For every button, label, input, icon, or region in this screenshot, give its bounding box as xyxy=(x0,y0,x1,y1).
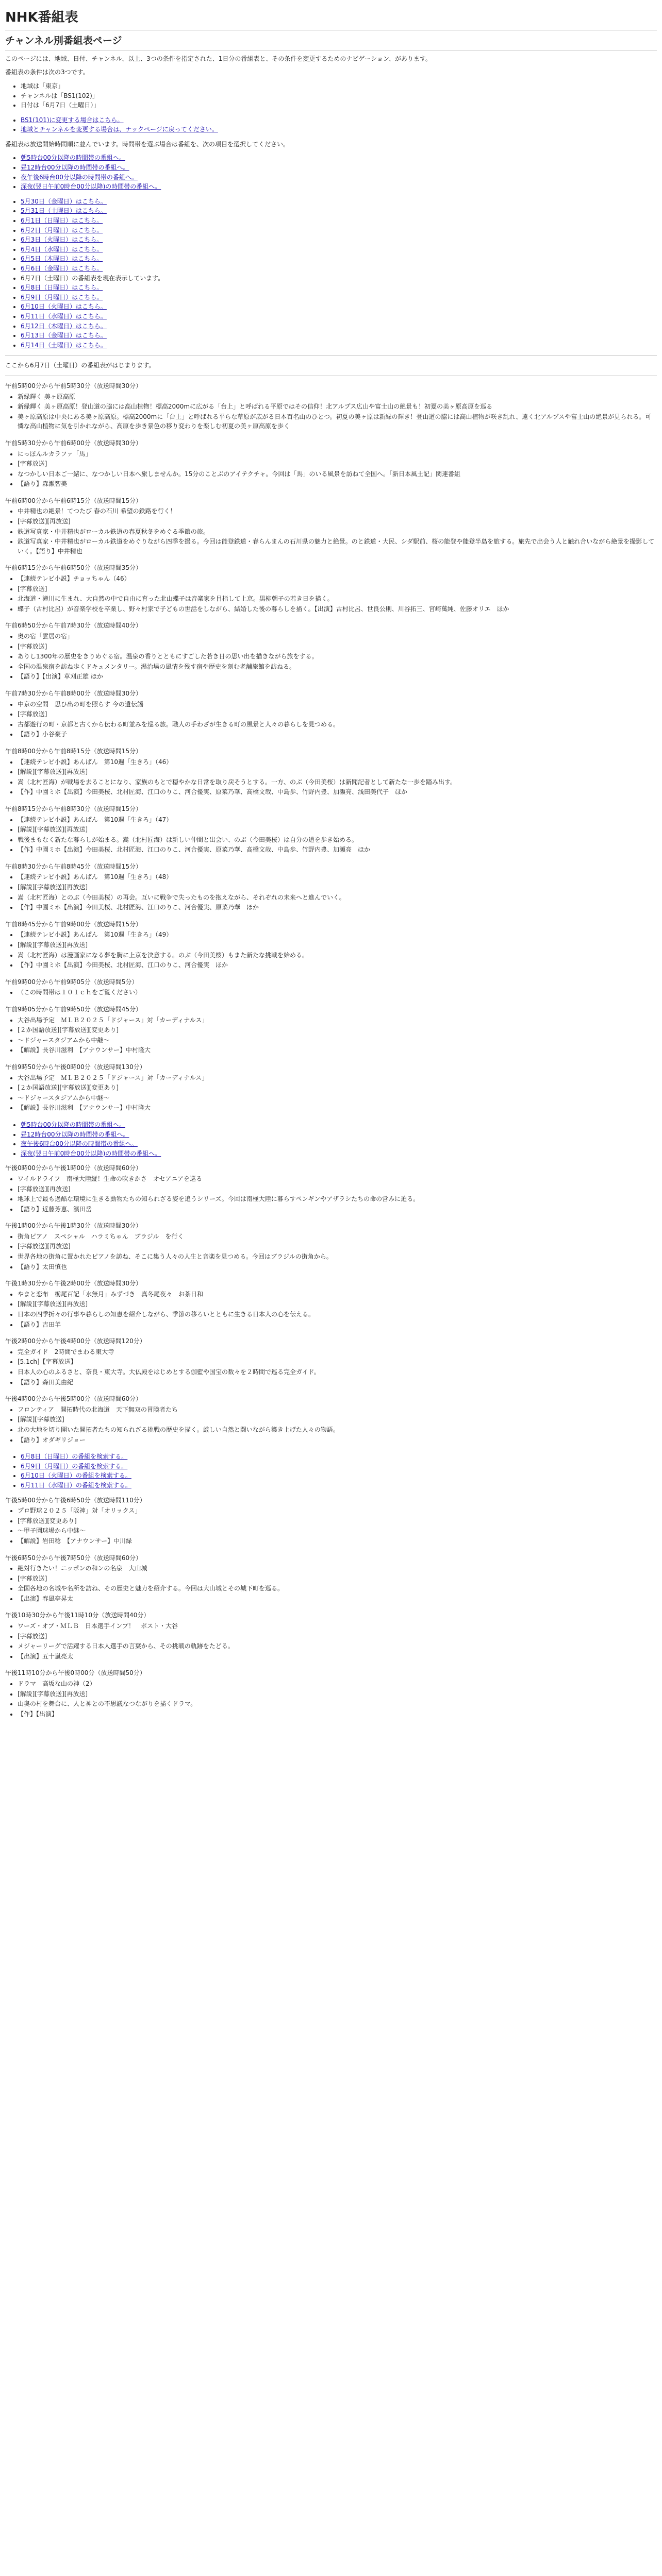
program-entry xyxy=(5,1279,657,1329)
program-detail: • なつかしい日本ご一緒に、なつかしい日本へ旅しませんか。15分のことぶのアイテクチャ。今回は「馬」のいる風景を訪ねて全国へ。「新日本風土記」関連番組 xyxy=(18,469,657,479)
program-details xyxy=(5,757,657,797)
program-entry xyxy=(5,804,657,855)
program-entry xyxy=(5,563,657,614)
program-list xyxy=(5,381,657,1113)
date-links xyxy=(5,1452,657,1490)
program-time: 午後4時00分から午後5時00分（放送時間60分） xyxy=(5,1395,142,1403)
program-title: • 中京の空間 思ひ出の町を照らす 今の遺伝謡 xyxy=(18,700,657,709)
program-details xyxy=(5,1174,657,1214)
program-time: 午前6時00分から午前6時15分（放送時間15分） xyxy=(5,497,142,504)
nav-link[interactable]: 6月4日（水曜日）はこちら。 xyxy=(21,245,103,253)
nav-link[interactable]: 6月8日（日曜日）の番組を検索する。 xyxy=(21,1453,128,1461)
program-details xyxy=(5,1621,657,1661)
list-item xyxy=(21,341,657,350)
program-detail: • 【作】中園ミホ【出演】今田美桜、北村匠海、江口のりこ、河合優実 ほか xyxy=(18,960,657,970)
program-detail: • [字幕放送][変更あり] xyxy=(18,1516,657,1526)
program-time: 午後11時10分から午後0時00分（放送時間50分） xyxy=(5,1669,146,1677)
list-item xyxy=(21,125,657,134)
program-entry xyxy=(5,1221,657,1272)
program-detail: • 美ヶ原高原は中央にある美ヶ原高原。標高2000mに「台上」と呼ばれる平らな草原が広がる日本百名山のひとつ。初夏の美ヶ原は新緑の輝き！登山道の脇には高山植物が咲き乱れ、遠く北アルプスや富士山の絶景が見られる。可憐な高山植物に気を引かれながら、高原を歩き景色の移り変わりを楽しむ初夏の美ヶ原高原を歩く xyxy=(18,412,657,431)
nav-link[interactable]: 6月6日（金曜日）はこちら。 xyxy=(21,265,103,273)
program-detail: • 〜甲子園球場から中継〜 xyxy=(18,1526,657,1536)
nav-link[interactable]: 5月31日（土曜日）はこちら。 xyxy=(21,207,107,215)
program-entry xyxy=(5,1668,657,1719)
nav-link[interactable]: 夜午後6時台00分以降の時間帯の番組へ。 xyxy=(21,1140,138,1148)
list-text: 6月7日（土曜日）の番組表を現在表示しています。 xyxy=(21,274,164,282)
program-detail: • 【出演】五十嵐亮太 xyxy=(18,1652,657,1662)
list-item xyxy=(21,302,657,312)
list-item xyxy=(21,293,657,302)
program-entry xyxy=(5,496,657,556)
list-item xyxy=(21,274,657,283)
nav-link[interactable]: 6月14日（土曜日）はこちら。 xyxy=(21,341,107,349)
program-detail: • 蝶子（古村比呂）が音楽学校を卒業し、野々村家で子どもの世話をしながら、結婚した後の暮らしを描く。【出演】古村比呂、世良公則、川谷拓三、宮崎萬純、佐藤オリエ ほか xyxy=(18,604,657,614)
program-detail: • 北海道・滝川に生まれ、大自然の中で自由に育った北山蝶子は音楽家を目指して上京。黒柳朝子の若き日を描く。 xyxy=(18,594,657,604)
program-list xyxy=(5,1496,657,1719)
nav-link[interactable]: 深夜(翌日午前0時台00分以降)の時間帯の番組へ。 xyxy=(21,1149,161,1157)
program-title: • （この時間帯は１０１ｃｈをご覧ください） xyxy=(18,988,657,997)
program-detail: • 【作】中園ミホ【出演】今田美桜、北村匠海、江口のりこ、河合優実、原菜乃華 ほか xyxy=(18,903,657,912)
program-details xyxy=(5,1679,657,1719)
program-detail: • 〜ドジャースタジアムから中継〜 xyxy=(18,1036,657,1045)
list-item xyxy=(21,81,657,91)
program-detail: • 新緑輝く 美ヶ原高原！登山道の脇には高山植物！標高2000mに広がる「台上」と呼ばれる平原ではその信仰！北アルプス広山や富士山の絶景も！初夏の美ヶ原高原を巡る xyxy=(18,402,657,412)
program-details xyxy=(5,1232,657,1272)
program-title: • 大谷出場予定 ＭＬＢ２０２５「ドジャース」対「カーディナルス」 xyxy=(18,1073,657,1083)
program-entry xyxy=(5,1496,657,1546)
nav-link[interactable]: 6月10日（火曜日）はこちら。 xyxy=(21,303,107,311)
program-detail: • 【語り】森田美由紀 xyxy=(18,1378,657,1387)
program-title: • にっぽんルカラファ「馬」 xyxy=(18,449,657,459)
program-entry xyxy=(5,1336,657,1387)
nav-link[interactable]: 6月8日（日曜日）はこちら。 xyxy=(21,284,103,292)
program-detail: • 日本の四季折々の行事や暮らしの知恵を紹介しながら、季節の移ろいとともに生きる日本人の心を伝える。 xyxy=(18,1310,657,1319)
program-title: • ワーズ・オブ・ＭＬＢ 日本選手インプ！ ポスト・大谷 xyxy=(18,1621,657,1631)
program-list xyxy=(5,1163,657,1445)
list-item xyxy=(21,235,657,245)
program-details xyxy=(5,1405,657,1445)
page-subtitle: チャンネル別番組表ページ xyxy=(5,33,657,50)
list-item xyxy=(21,153,657,163)
list-item xyxy=(21,321,657,331)
list-item xyxy=(21,91,657,101)
nav-link[interactable]: 昼12時台00分以降の時間帯の番組へ。 xyxy=(21,1130,129,1138)
list-item xyxy=(21,1462,657,1471)
program-detail: • 地球上で最も過酷な環境に生きる動物たちの知られざる姿を追うシリーズ。今回は南極大陸に暮らすペンギンやアザラシたちの命の営みに迫る。 xyxy=(18,1194,657,1204)
program-detail: • [字幕放送][再放送] xyxy=(18,1242,657,1251)
program-title: • 【連続テレビ小説】あんぱん 第10週「生きろ」（47） xyxy=(18,815,657,825)
program-detail: • [解説][字幕放送][再放送] xyxy=(18,1689,657,1699)
program-title: • フロンティア 開拓時代の北海道 天下無双の冒険者たち xyxy=(18,1405,657,1415)
program-time: 午前9時00分から午前9時05分（放送時間5分） xyxy=(5,978,138,986)
nav-link[interactable]: 6月9日（月曜日）はこちら。 xyxy=(21,293,103,301)
list-text: 日付は「6月7日（土曜日）」 xyxy=(21,101,100,109)
program-detail: • [２か国語放送][字幕放送][変更あり] xyxy=(18,1083,657,1093)
program-title: • やまと恋布 栃尾百記「水無月」みずづき 真冬尾夜々 お茶日和 xyxy=(18,1290,657,1299)
program-detail: • 戦後まもなく新たな暮らしが始まる。嵩（北村匠海）は新しい仲間と出会い、のぶ（今田美桜）は自分の道を歩き始める。 xyxy=(18,835,657,845)
nav-link[interactable]: 6月12日（木曜日）はこちら。 xyxy=(21,322,107,330)
program-details xyxy=(5,872,657,912)
list-item xyxy=(21,206,657,216)
program-details xyxy=(5,574,657,614)
program-detail: • 日本人の心のふるさと、奈良・東大寺。大仏殿をはじめとする伽藍や国宝の数々を２時間で巡る完全ガイド。 xyxy=(18,1367,657,1377)
nav-link[interactable]: 6月5日（木曜日）はこちら。 xyxy=(21,255,103,263)
time-links xyxy=(5,1120,657,1158)
program-time: 午後1時30分から午後2時00分（放送時間30分） xyxy=(5,1280,142,1287)
nav-link[interactable]: 6月10日（火曜日）の番組を検索する。 xyxy=(21,1472,131,1480)
program-detail: • [字幕放送] xyxy=(18,459,657,469)
program-time: 午前8時45分から午前9時00分（放送時間15分） xyxy=(5,920,142,928)
program-entry xyxy=(5,1394,657,1445)
program-title: • 【連続テレビ小説】チョッちゃん（46） xyxy=(18,574,657,584)
program-detail: • [解説][字幕放送][再放送] xyxy=(18,825,657,835)
program-detail: • 北の大地を切り開いた開拓者たちの知られざる挑戦の歴史を描く。厳しい自然と闘いながら築き上げた人々の物語。 xyxy=(18,1425,657,1435)
program-time: 午後1時00分から午後1時30分（放送時間30分） xyxy=(5,1222,142,1230)
conditions-intro: 番組表の条件は次の3つです。 xyxy=(5,69,89,76)
list-item xyxy=(21,1149,657,1159)
date-links xyxy=(5,197,657,350)
list-item xyxy=(21,115,657,125)
program-detail: • 全国各地の名城や名所を訪ね、その歴史と魅力を紹介する。今回は大山城とその城下町を巡る。 xyxy=(18,1584,657,1594)
program-time: 午前9時05分から午前9時50分（放送時間45分） xyxy=(5,1006,142,1013)
program-detail: • [２か国語放送][字幕放送][変更あり] xyxy=(18,1025,657,1035)
program-details xyxy=(5,1290,657,1329)
list-intro: ここから6月7日（土曜日）の番組表がはじまります。 xyxy=(5,362,155,369)
program-detail: • 山奥の村を舞台に、人と神との不思議なつながりを描くドラマ。 xyxy=(18,1699,657,1709)
list-text: 地域は「東京」 xyxy=(21,82,64,90)
program-details xyxy=(5,506,657,556)
list-item xyxy=(21,197,657,207)
conditions-list xyxy=(5,81,657,110)
program-details xyxy=(5,392,657,431)
program-detail: • [字幕放送] xyxy=(18,709,657,719)
program-detail: • [解説][字幕放送][再放送] xyxy=(18,883,657,892)
program-detail: • 【作】中園ミホ【出演】今田美桜、北村匠海、江口のりこ、河合優実、原菜乃華、高橋文哉、中島歩、竹野内豊、加瀬亮 ほか xyxy=(18,845,657,855)
nav-link[interactable]: 朝5時台00分以降の時間帯の番組へ。 xyxy=(21,154,125,162)
program-details xyxy=(5,1073,657,1113)
program-detail: • [解説][字幕放送] xyxy=(18,1415,657,1425)
program-detail: • 嵩（北村匠海）は漫画家になる夢を胸に上京を決意する。のぶ（今田美桜）もまた新たな挑戦を始める。 xyxy=(18,951,657,960)
program-time: 午前6時15分から午前6時50分（放送時間35分） xyxy=(5,564,142,572)
program-title: • 新緑輝く 美ヶ原高原 xyxy=(18,392,657,402)
program-detail: • 【作】【出演】 xyxy=(18,1709,657,1719)
program-detail: • 【出演】春風亭昇太 xyxy=(18,1594,657,1604)
program-detail: • 【語り】オダギリジョー xyxy=(18,1435,657,1445)
program-time: 午前6時50分から午前7時30分（放送時間40分） xyxy=(5,622,142,630)
program-details xyxy=(5,700,657,739)
program-details xyxy=(5,815,657,855)
nav-link[interactable]: 6月1日（日曜日）はこちら。 xyxy=(21,217,103,225)
program-title: • 街角ピアノ スペシャル ハラミちゃん ブラジル を行く xyxy=(18,1232,657,1242)
program-detail: • 鉄道写真家・中井精也がローカル鉄道の春夏秋冬をめぐる季節の旅。 xyxy=(18,527,657,537)
list-item xyxy=(21,173,657,182)
list-text: チャンネルは「BS1(102)」 xyxy=(21,92,98,99)
program-detail: • メジャーリーグで活躍する日本人選手の言葉から、その挑戦の軌跡をたどる。 xyxy=(18,1641,657,1651)
program-title: • 【連続テレビ小説】あんぱん 第10週「生きろ」（46） xyxy=(18,757,657,767)
list-item xyxy=(21,182,657,192)
program-detail: • 嵩（北村匠海）が戦場を去ることになり、家族のもとで穏やかな日常を取り戻そうとする。一方、のぶ（今田美桜）は新聞記者として新たな一歩を踏み出す。 xyxy=(18,777,657,787)
program-detail: • 【語り】森瀬智美 xyxy=(18,479,657,489)
program-detail: • [字幕放送][再放送] xyxy=(18,1184,657,1194)
nav-link[interactable]: 6月9日（月曜日）の番組を検索する。 xyxy=(21,1462,128,1470)
list-item xyxy=(21,1130,657,1140)
program-details xyxy=(5,1015,657,1055)
page-title: NHK番組表 xyxy=(5,7,657,30)
program-detail: • 【語り】近藤芳恵、濱田岳 xyxy=(18,1205,657,1214)
program-detail: • [字幕放送] xyxy=(18,1574,657,1584)
program-time: 午後5時00分から午後6時50分（放送時間110分） xyxy=(5,1496,146,1504)
program-detail: • [字幕放送][再放送] xyxy=(18,517,657,527)
program-entry xyxy=(5,862,657,912)
program-time: 午後2時00分から午後4時00分（放送時間120分） xyxy=(5,1337,146,1345)
program-detail: • 嵩（北村匠海）とのぶ（今田美桜）の再会。互いに戦争で失ったものを抱えながら、それぞれの未来へと進んでいく。 xyxy=(18,893,657,903)
program-detail: • 世界各地の街角に置かれたピアノを訪ね、そこに集う人々の人生と音楽を見つめる。今回はブラジルの街角から。 xyxy=(18,1252,657,1262)
nav-link[interactable]: 6月3日（火曜日）はこちら。 xyxy=(21,236,103,244)
program-time: 午前5時00分から午前5時30分（放送時間30分） xyxy=(5,382,142,389)
program-detail: • 【語り】吉田羊 xyxy=(18,1320,657,1330)
time-links xyxy=(5,153,657,191)
program-detail: • 【語り】太田慎也 xyxy=(18,1262,657,1272)
program-detail: • 鉄道写真家・中井精也がローカル鉄道をめぐりながら四季を撮る。今回は能登鉄道・春らんまんの石川県の魅力と絶景。のと鉄道・大民、シダ駅前、桜の能登や能登半島を旅する。旅先で出会う人と触れ合いながら絶景を撮影していく。【語り】中井精也 xyxy=(18,537,657,556)
program-entry xyxy=(5,1062,657,1113)
program-detail: • [字幕放送] xyxy=(18,584,657,594)
nav-link[interactable]: 地域とチャンネルを変更する場合は、ナックページに戻ってください。 xyxy=(21,126,218,133)
program-entry xyxy=(5,920,657,970)
program-entry xyxy=(5,381,657,431)
program-detail: • [解説][字幕放送][再放送] xyxy=(18,940,657,950)
program-details xyxy=(5,632,657,682)
list-item xyxy=(21,1120,657,1130)
program-detail: • [字幕放送] xyxy=(18,1632,657,1641)
nav-link[interactable]: BS1(101)に変更する場合はこちら。 xyxy=(21,116,124,124)
program-details xyxy=(5,449,657,489)
program-detail: • 【語り】【出演】草刈正雄 ほか xyxy=(18,672,657,682)
program-details xyxy=(5,1564,657,1603)
program-details xyxy=(5,1347,657,1387)
program-entry xyxy=(5,621,657,682)
list-item xyxy=(21,283,657,293)
program-time: 午後6時50分から午後7時50分（放送時間60分） xyxy=(5,1554,142,1562)
program-time: 午前7時30分から午前8時00分（放送時間30分） xyxy=(5,689,142,697)
program-time: 午前9時50分から午後0時00分（放送時間130分） xyxy=(5,1063,146,1071)
nav-link[interactable]: 6月11日（水曜日）はこちら。 xyxy=(21,312,107,320)
program-entry xyxy=(5,1553,657,1604)
program-detail: • [5.1ch]【字幕放送】 xyxy=(18,1357,657,1367)
program-time: 午前8時30分から午前8時45分（放送時間15分） xyxy=(5,862,142,870)
list-item xyxy=(21,226,657,235)
intro-text: このページには、地域、日付、チャンネル、以上、3つの条件を指定された、1日分の番組表と、その条件を変更するためのナビゲーション、があります。 xyxy=(5,55,432,62)
program-time: 午前8時00分から午前8時15分（放送時間15分） xyxy=(5,747,142,755)
program-title: • 完全ガイド 2時間でまわる東大寺 xyxy=(18,1347,657,1357)
program-detail: • 【解説】長谷川滋利 【アナウンサー】中村隆大 xyxy=(18,1045,657,1055)
program-detail: • 古都遊行の町・京都と古くから伝わる町並みを巡る旅。職人の手わざが生きる町の風景と人々の暮らしを見つめる。 xyxy=(18,720,657,730)
program-detail: • 〜ドジャースタジアムから中継〜 xyxy=(18,1093,657,1103)
list-item xyxy=(21,264,657,274)
program-time: 午後10時30分から午後11時10分（放送時間40分） xyxy=(5,1612,150,1619)
list-item xyxy=(21,1481,657,1490)
nav-link[interactable]: 5月30日（金曜日）はこちら。 xyxy=(21,197,107,205)
list-item xyxy=(21,1452,657,1462)
program-details xyxy=(5,1506,657,1546)
program-detail: • ありし1300年の歴史をきりめぐる宿。温泉の香りとともにすごした若き日の思い出を描きながら旅をする。 xyxy=(18,652,657,662)
nav-link[interactable]: 昼12時台00分以降の時間帯の番組へ。 xyxy=(21,164,129,172)
program-entry xyxy=(5,438,657,489)
list-item xyxy=(21,245,657,255)
program-detail: • [解説][字幕放送][再放送] xyxy=(18,767,657,777)
program-details xyxy=(5,988,657,997)
program-entry xyxy=(5,747,657,797)
nav-link[interactable]: 6月11日（水曜日）の番組を検索する。 xyxy=(21,1481,131,1489)
program-time: 午後0時00分から午後1時00分（放送時間60分） xyxy=(5,1164,142,1172)
program-detail: • 【語り】小谷豪子 xyxy=(18,730,657,739)
program-title: • 【連続テレビ小説】あんぱん 第10週「生きろ」（49） xyxy=(18,930,657,940)
program-time: 午前5時30分から午前6時00分（放送時間30分） xyxy=(5,439,142,447)
program-title: • プロ野球２０２５「阪神」対「オリックス」 xyxy=(18,1506,657,1516)
list-item xyxy=(21,216,657,226)
program-title: • 奥の宿「雲居の宿」 xyxy=(18,632,657,641)
program-detail: • 【解説】長谷川滋利 【アナウンサー】中村隆大 xyxy=(18,1103,657,1113)
program-detail: • 【作】中園ミホ【出演】今田美桜、北村匠海、江口のりこ、河合優実、原菜乃華、高橋文哉、中島歩、竹野内豊、加瀬亮、浅田美代子 ほか xyxy=(18,787,657,797)
list-item xyxy=(21,163,657,173)
program-detail: • [解説][字幕放送][再放送] xyxy=(18,1299,657,1309)
list-item xyxy=(21,331,657,341)
list-item xyxy=(21,1471,657,1481)
time-jump-intro: 番組表は放送開始時間順に並んでいます。時間帯を選ぶ場合は番組を、次の項目を選択してください。 xyxy=(5,140,290,148)
list-item xyxy=(21,254,657,264)
program-details xyxy=(5,930,657,970)
program-detail: • [字幕放送] xyxy=(18,642,657,652)
program-title: • 絶対行きたい！ニッポンの和ンの名泉 大山城 xyxy=(18,1564,657,1573)
nav-link[interactable]: 6月2日（月曜日）はこちら。 xyxy=(21,226,103,234)
nav-link[interactable]: 朝5時台00分以降の時間帯の番組へ。 xyxy=(21,1121,125,1128)
program-entry xyxy=(5,1163,657,1214)
list-item xyxy=(21,1139,657,1149)
program-entry xyxy=(5,1005,657,1055)
program-time: 午前8時15分から午前8時30分（放送時間15分） xyxy=(5,805,142,812)
program-title: • 大谷出場予定 ＭＬＢ２０２５「ドジャース」対「カーディナルス」 xyxy=(18,1015,657,1025)
program-entry xyxy=(5,977,657,997)
nav-link[interactable]: 6月13日（金曜日）はこちら。 xyxy=(21,332,107,340)
program-title: • ドラマ 高坂な山の神（2） xyxy=(18,1679,657,1689)
nav-link[interactable]: 深夜(翌日午前0時台00分以降)の時間帯の番組へ。 xyxy=(21,183,161,191)
list-item xyxy=(21,312,657,321)
program-detail: • 全国の温泉宿を訪ね歩くドキュメンタリー。湯治場の風情を残す宿や歴史を刻む老舗旅館を訪ねる。 xyxy=(18,662,657,672)
program-entry xyxy=(5,689,657,739)
program-title: • 中井精也の絶景！てつたび 春の石川 希望の鉄路を行く！ xyxy=(18,506,657,516)
list-item xyxy=(21,100,657,110)
change-links xyxy=(5,115,657,134)
program-entry xyxy=(5,1611,657,1661)
program-title: • ワイルドライフ 南極大陸縦！生命の吹きかさ オセアニアを巡る xyxy=(18,1174,657,1184)
program-title: • 【連続テレビ小説】あんぱん 第10週「生きろ」（48） xyxy=(18,872,657,882)
nav-link[interactable]: 夜午後6時台00分以降の時間帯の番組へ。 xyxy=(21,173,138,181)
program-detail: • 【解説】岩田稔 【アナウンサー】中川緑 xyxy=(18,1536,657,1546)
